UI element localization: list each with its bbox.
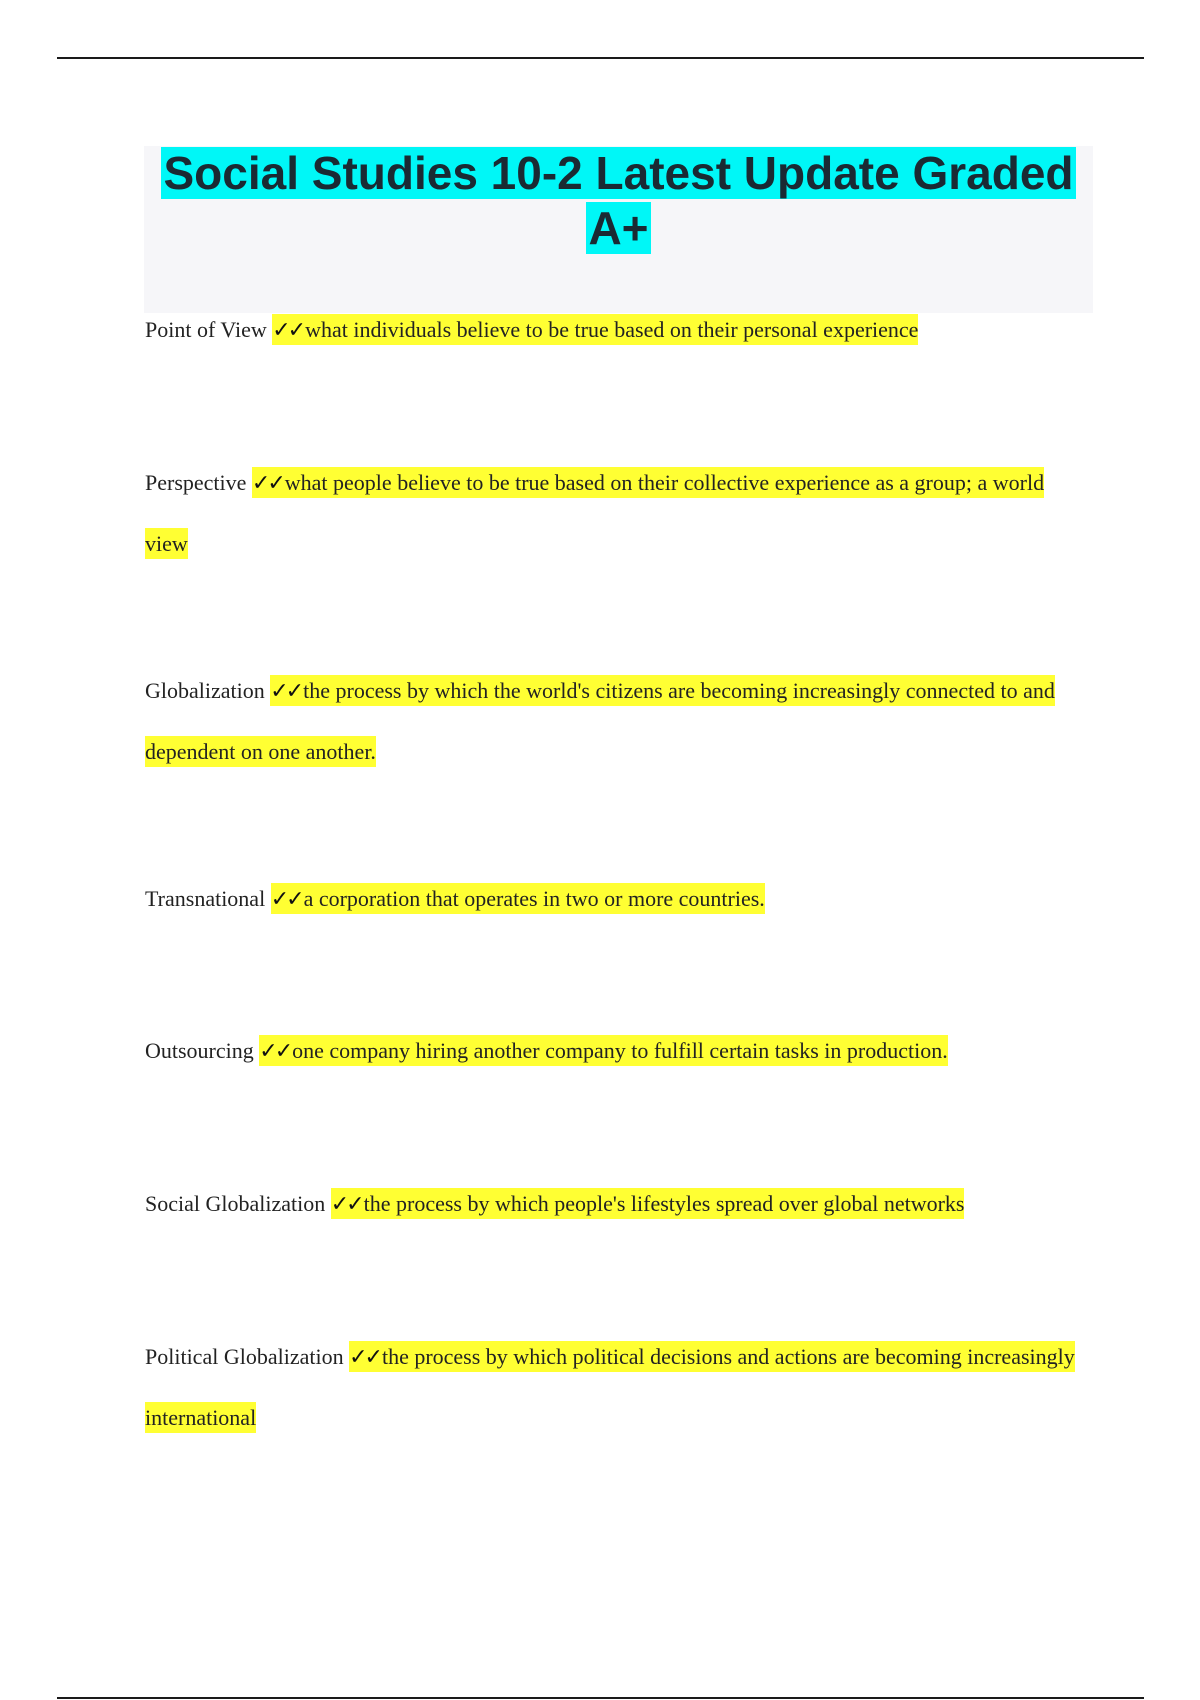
entry-term: Political Globalization: [145, 1344, 344, 1369]
double-check-icon: ✓✓: [251, 471, 283, 496]
entry-term: Point of View: [145, 317, 267, 342]
entry-perspective: [145, 453, 1085, 574]
double-check-icon: ✓✓: [349, 1345, 380, 1370]
entry-definition-text: the process by which political decisions and actions are becoming increasingly international: [145, 1344, 1075, 1430]
double-check-icon: ✓✓: [270, 887, 302, 912]
entry-term: Transnational: [145, 886, 266, 911]
entry-definition-text: a corporation that operates in two or more countries.: [303, 886, 765, 911]
entry-transnational: [145, 869, 1085, 930]
double-check-icon: ✓✓: [330, 1192, 362, 1217]
entry-definition: [145, 675, 1055, 767]
entry-outsourcing: [145, 1021, 1085, 1082]
entry-definition-text: what individuals believe to be true based on their personal experience: [305, 317, 919, 342]
entry-globalization: [145, 661, 1085, 782]
entry-term: Perspective: [145, 470, 247, 495]
entry-social-globalization: [145, 1174, 1085, 1235]
document-title: [144, 146, 1093, 256]
double-check-icon: ✓✓: [272, 318, 304, 343]
document-title-text: Social Studies 10-2 Latest Update Graded A+: [163, 147, 1074, 254]
entry-definition: [145, 467, 1044, 559]
entry-term: Outsourcing: [145, 1038, 254, 1063]
entry-term: Social Globalization: [145, 1191, 326, 1216]
title-banner: [144, 146, 1093, 313]
entry-definition: [271, 883, 765, 914]
entry-definition: [259, 1035, 947, 1066]
entry-definition-text: one company hiring another company to fulfill certain tasks in production.: [292, 1038, 948, 1063]
entry-definition: [331, 1188, 965, 1219]
double-check-icon: ✓✓: [270, 679, 302, 704]
bottom-rule: [57, 1697, 1144, 1699]
entry-political-globalization: [145, 1327, 1085, 1448]
double-check-icon: ✓✓: [259, 1039, 291, 1064]
entry-point-of-view: [145, 300, 1085, 361]
entry-term: Globalization: [145, 678, 265, 703]
entry-definition-text: what people believe to be true based on their collective experience as a group; a world view: [145, 470, 1045, 556]
entry-definition: [272, 314, 918, 345]
entry-definition-text: the process by which the world's citizens are becoming increasingly connected to and dependent on one another.: [145, 678, 1055, 764]
top-rule: [57, 57, 1144, 59]
entry-definition-text: the process by which people's lifestyles spread over global networks: [363, 1191, 965, 1216]
